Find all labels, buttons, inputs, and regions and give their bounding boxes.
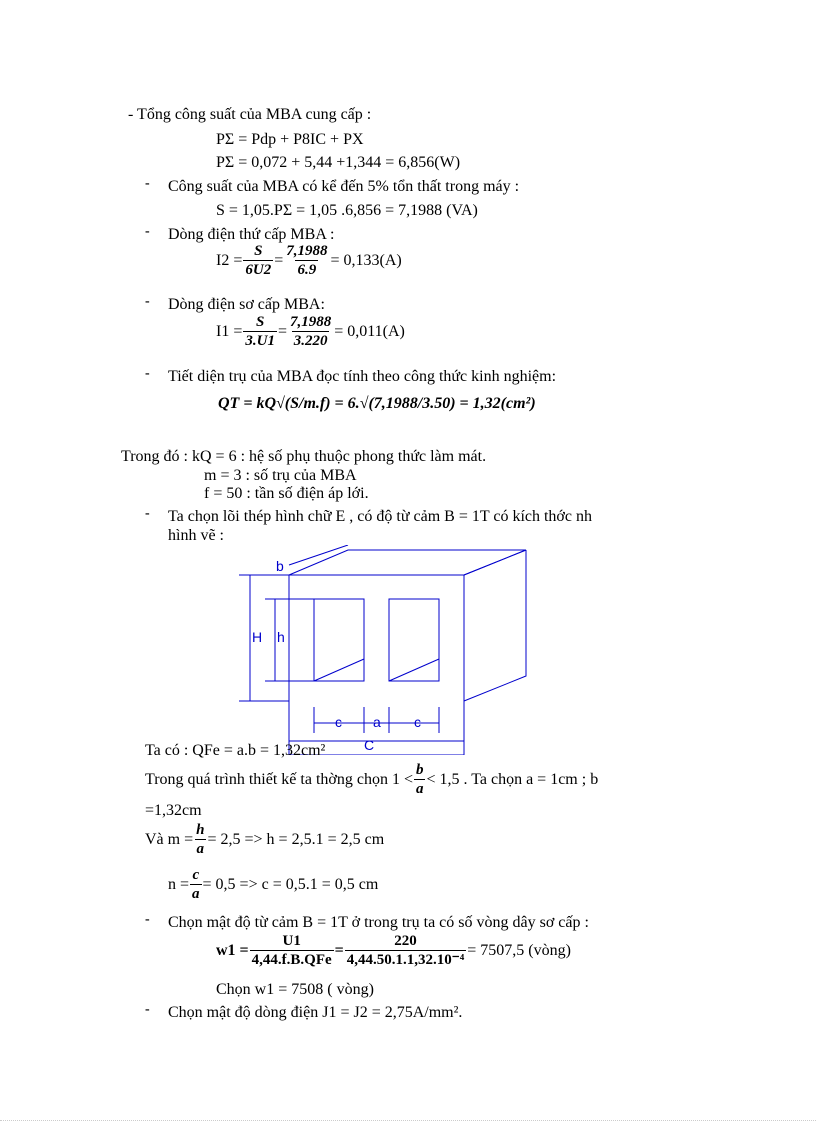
core-top-face [289, 550, 526, 575]
text-f: f = 50 : tần số điện áp lới. [204, 485, 369, 502]
bullet: - [145, 176, 150, 191]
text-m: m = 3 : số trụ của MBA [204, 467, 357, 484]
text-total-power: - Tổng công suất của MBA cung cấp : [128, 106, 372, 123]
label-H: H [252, 629, 263, 645]
text-current-density: Chọn mật độ dòng điện J1 = J2 = 2,75A/mm². [168, 1004, 463, 1021]
formula-p-sum-value: PΣ = 0,072 + 5,44 +1,344 = 6,856(W) [216, 154, 461, 171]
bullet: - [145, 912, 150, 927]
label-c-right: c [414, 714, 421, 730]
label-c-left: c [335, 714, 342, 730]
core-right-face [464, 550, 526, 701]
bullet: - [145, 506, 150, 521]
formula-p-sum: PΣ = Pdp + P8IC + PX [216, 131, 364, 148]
bullet: - [145, 294, 150, 309]
e-core-figure [230, 545, 540, 755]
label-a: a [373, 714, 381, 730]
formula-n-c: n = $\frac{c}{a}$ = 0,5 => c = 0,5.1 = 0,5 cm [168, 867, 379, 902]
text-choose-flux: Chọn mật độ từ cảm B = 1T ở trong trụ ta có số vòng dây sơ cấp : [168, 914, 589, 931]
text-secondary-current: Dòng điện thứ cấp MBA : [168, 226, 335, 243]
text-power-with-loss: Công suất của MBA có kể đến 5% tổn thất trong máy : [168, 178, 520, 195]
bullet: - [145, 224, 150, 239]
formula-m-h: Và m = $\frac{h}{a}$ = 2,5 => h = 2,5.1 = 2,5 cm [145, 822, 385, 857]
label-h: h [277, 629, 285, 645]
text-choose-core: Ta chọn lõi thép hình chữ E , có độ từ cảm B = 1T có kích thớc nh [168, 508, 592, 525]
label-C: C [364, 737, 375, 753]
text-core-section: Tiết diện trụ của MBA đọc tính theo công thức kinh nghiệm: [168, 368, 557, 385]
label-b: b [276, 558, 284, 574]
bullet: - [145, 1002, 150, 1017]
text-qfe: Ta có : QFe = a.b = 1,32cm² [145, 742, 326, 759]
formula-i1: I1 = $\frac{S}{3.U1}$ = $\frac{7,1988}{3.220}$ = 0,011(A) [216, 314, 405, 349]
formula-w1: w1 = $\frac{U1}{\text{4,44.f.B.QFe}}$ = $\frac{220}{\text{4,44.50.1.1,32.10⁻⁴}}$ = 7507,5 (vòng) [216, 933, 571, 968]
formula-s: S = 1,05.PΣ = 1,05 .6,856 = 7,1988 (VA) [216, 202, 478, 219]
text-primary-current: Dòng điện sơ cấp MBA: [168, 296, 325, 313]
text-ratio-choice: Trong quá trình thiết kế ta thờng chọn 1 < $\frac{b}{a}$ < 1,5 . Ta chọn a = 1cm ; b [145, 762, 599, 797]
formula-qt: QT = kQ√(S/m.f) = 6.√(7,1988/3.50) = 1,32(cm²) [218, 395, 536, 412]
text-w1-choice: Chọn w1 = 7508 ( vòng) [216, 981, 374, 998]
core-window-left [314, 599, 364, 681]
text-where-kq: Trong đó : kQ = 6 : hệ số phụ thuộc phong thức làm mát. [121, 448, 487, 465]
bullet: - [145, 366, 150, 381]
formula-i2: I2 = $\frac{S}{6U2}$ = $\frac{7,1988}{6.9}$ = 0,133(A) [216, 243, 402, 278]
core-window-right [389, 599, 439, 681]
page-footer-rule [0, 1120, 816, 1121]
text-figure-caption: hình vẽ : [168, 527, 224, 544]
text-b-value: =1,32cm [145, 802, 202, 819]
